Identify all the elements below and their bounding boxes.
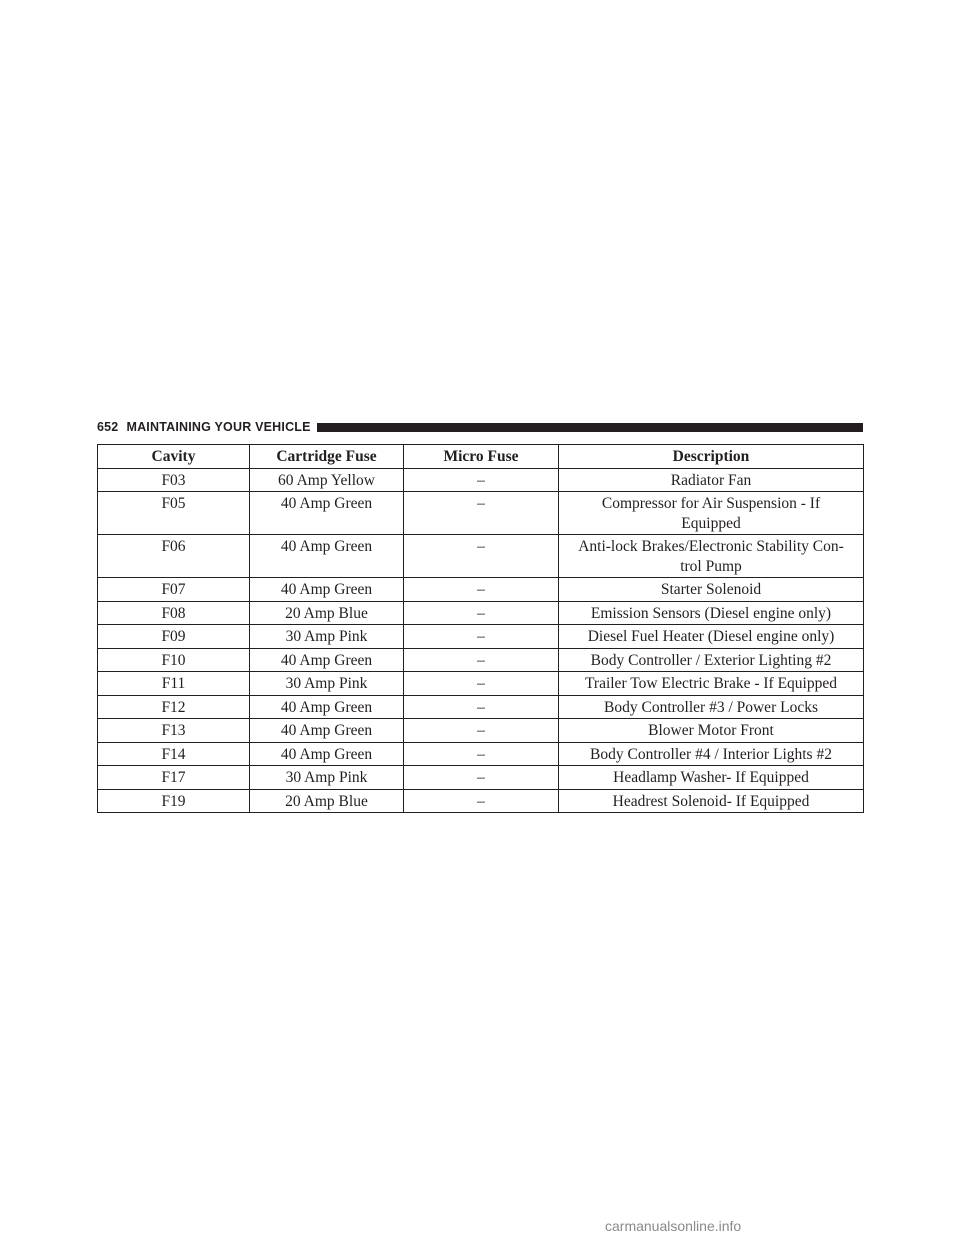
description-line-continued: Equipped xyxy=(681,514,741,532)
description-cell: Body Controller #4 / Interior Lights #2 xyxy=(559,742,864,766)
column-header-micro-fuse: Micro Fuse xyxy=(404,445,559,469)
description-cell: Body Controller #3 / Power Locks xyxy=(559,695,864,719)
cavity-cell: F05 xyxy=(98,492,250,535)
micro-fuse-cell: – xyxy=(404,719,559,743)
watermark-text: carmanualsonline.info xyxy=(605,1218,742,1234)
cavity-cell: F08 xyxy=(98,601,250,625)
cartridge-fuse-cell: 30 Amp Pink xyxy=(250,672,404,696)
cartridge-fuse-cell: 30 Amp Pink xyxy=(250,625,404,649)
cavity-cell: F09 xyxy=(98,625,250,649)
table-row xyxy=(98,672,864,696)
micro-fuse-cell: – xyxy=(404,468,559,492)
cavity-cell: F14 xyxy=(98,742,250,766)
micro-fuse-cell: – xyxy=(404,648,559,672)
micro-fuse-cell: – xyxy=(404,578,559,602)
micro-fuse-cell: – xyxy=(404,601,559,625)
description-cell: Starter Solenoid xyxy=(559,578,864,602)
cartridge-fuse-cell: 60 Amp Yellow xyxy=(250,468,404,492)
micro-fuse-cell: – xyxy=(404,695,559,719)
page-header xyxy=(97,417,863,437)
description-line: Compressor for Air Suspension - If xyxy=(601,495,821,512)
description-cell xyxy=(559,492,864,535)
description-cell: Diesel Fuel Heater (Diesel engine only) xyxy=(559,625,864,649)
cartridge-fuse-cell: 40 Amp Green xyxy=(250,719,404,743)
cavity-cell: F03 xyxy=(98,468,250,492)
cavity-cell: F17 xyxy=(98,766,250,790)
table-row xyxy=(98,578,864,602)
table-row xyxy=(98,601,864,625)
cavity-cell: F06 xyxy=(98,535,250,578)
cavity-cell: F12 xyxy=(98,695,250,719)
description-cell: Headrest Solenoid- If Equipped xyxy=(559,789,864,813)
micro-fuse-cell: – xyxy=(404,535,559,578)
description-line: Anti-lock Brakes/Electronic Stability Con- xyxy=(578,538,844,555)
cavity-cell: F10 xyxy=(98,648,250,672)
table-row xyxy=(98,742,864,766)
cartridge-fuse-cell: 40 Amp Green xyxy=(250,535,404,578)
cartridge-fuse-cell: 40 Amp Green xyxy=(250,742,404,766)
micro-fuse-cell: – xyxy=(404,672,559,696)
description-cell: Emission Sensors (Diesel engine only) xyxy=(559,601,864,625)
micro-fuse-cell: – xyxy=(404,492,559,535)
section-title: MAINTAINING YOUR VEHICLE xyxy=(126,420,311,434)
micro-fuse-cell: – xyxy=(404,625,559,649)
table-header-row xyxy=(98,445,864,469)
cartridge-fuse-cell: 40 Amp Green xyxy=(250,578,404,602)
micro-fuse-cell: – xyxy=(404,742,559,766)
table-row xyxy=(98,695,864,719)
table-row xyxy=(98,468,864,492)
description-cell: Blower Motor Front xyxy=(559,719,864,743)
cavity-cell: F13 xyxy=(98,719,250,743)
cartridge-fuse-cell: 30 Amp Pink xyxy=(250,766,404,790)
cartridge-fuse-cell: 20 Amp Blue xyxy=(250,601,404,625)
column-header-cavity: Cavity xyxy=(98,445,250,469)
table-row xyxy=(98,625,864,649)
cavity-cell: F11 xyxy=(98,672,250,696)
fuse-table xyxy=(97,444,864,813)
cartridge-fuse-cell: 40 Amp Green xyxy=(250,695,404,719)
column-header-cartridge-fuse: Cartridge Fuse xyxy=(250,445,404,469)
description-cell: Headlamp Washer- If Equipped xyxy=(559,766,864,790)
column-header-description: Description xyxy=(559,445,864,469)
micro-fuse-cell: – xyxy=(404,789,559,813)
cartridge-fuse-cell: 20 Amp Blue xyxy=(250,789,404,813)
description-cell: Body Controller / Exterior Lighting #2 xyxy=(559,648,864,672)
page-number: 652 xyxy=(97,420,119,434)
table-row xyxy=(98,535,864,578)
cartridge-fuse-cell: 40 Amp Green xyxy=(250,648,404,672)
table-row xyxy=(98,719,864,743)
description-cell: Trailer Tow Electric Brake - If Equipped xyxy=(559,672,864,696)
table-row xyxy=(98,648,864,672)
description-line-continued: trol Pump xyxy=(680,557,742,575)
table-row xyxy=(98,766,864,790)
table-row xyxy=(98,492,864,535)
description-cell xyxy=(559,535,864,578)
description-cell: Radiator Fan xyxy=(559,468,864,492)
table-row xyxy=(98,789,864,813)
cavity-cell: F19 xyxy=(98,789,250,813)
micro-fuse-cell: – xyxy=(404,766,559,790)
header-rule xyxy=(317,423,863,432)
cartridge-fuse-cell: 40 Amp Green xyxy=(250,492,404,535)
cavity-cell: F07 xyxy=(98,578,250,602)
